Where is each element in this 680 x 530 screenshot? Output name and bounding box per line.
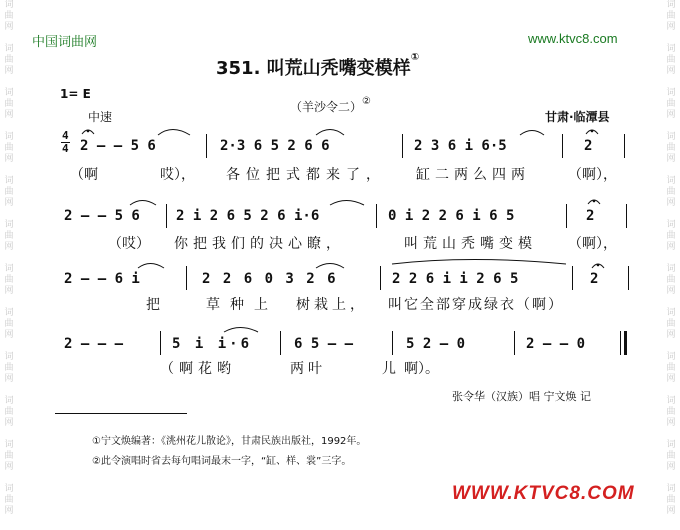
line2-lyric: （哎） [108,236,150,252]
line3-lyric: 树栽上， [296,297,368,313]
tempo-marking: 中速 [88,110,113,124]
subtitle-footnote-mark: ② [362,96,371,107]
line4-measure2-notes: 5 i i·6 [172,336,253,352]
subtitle-text: （羊沙令二） [290,100,363,114]
slur-arc [392,260,566,265]
slur-arc [158,130,190,136]
line2-measure1-notes: 2 — — 5 6 [64,208,140,224]
line3-measure2-notes: 2 2 6 0 3 2 6 [202,271,338,287]
slur-arc [224,328,258,333]
footnote-1: ①宁文焕编著：《洮州花儿散论》，甘肃民族出版社，1992年。 [92,436,367,447]
footnote-2: ②此令演唱时省去每句唱词最末一字，“缸、样、裳”三字。 [92,456,352,467]
song-title-text: 351. 叫荒山秃嘴变模样 [216,58,411,79]
line1-lyric: 缸二两么四两 [416,167,530,183]
line2-measure3-notes: 0 i 2 2 6 i 6 5 [388,208,515,224]
line1-measure3-notes: 2 3 6 i 6·5 [414,138,507,154]
line4-lyric: 儿 [382,361,396,377]
title-footnote-mark: ① [410,52,420,63]
line4-measure5-notes: 2 — — 0 [526,336,586,352]
slur-arc [316,264,344,269]
line4-measure4-notes: 5 2 — 0 [406,336,466,352]
time-signature-top: 4 [62,129,69,142]
line3-lyric: 草种上 [206,297,278,313]
line4-measure1-notes: 2 — — — [64,336,124,352]
line4-lyric: 啊）。 [404,361,439,377]
line3-measure1-notes: 2 — — 6 i [64,271,140,287]
line1-lyric: 哎）， [160,167,195,183]
line3-lyric: 把 [146,297,160,313]
line1-measure1-notes: 2 — — 5 6 [80,138,156,154]
line1-measure4-notes: 2 [584,138,593,154]
slur-arc [520,131,544,136]
line1-lyric: （啊）， [568,167,617,183]
line3-measure3-notes: 2 2 6 i i 2 6 5 [392,271,519,287]
region-label: 甘肃·临潭县 [545,110,610,124]
time-signature-bottom: 4 [62,142,69,155]
line2-lyric: （啊）， [568,236,617,252]
slur-arc [138,264,164,269]
line3-measure4-notes: 2 [590,271,599,287]
slur-arc [130,201,156,206]
slur-arc [316,130,344,136]
site-url[interactable]: www.ktvc8.com [528,31,618,46]
footnote-divider [55,413,187,414]
performer-credit: 张令华（汉族）唱 宁文焕 记 [452,390,591,403]
watermark-right: 词 曲 网 词 曲 网 词 曲 网 词 曲 网 词 曲 网 词 曲 网 词 曲 网 词 曲 网 词 曲 网 词 曲 网 词 曲 网 词 曲 网 [666,0,676,516]
key-signature: 1= E [60,87,91,101]
line1-measure2-notes: 2·3 6 5 2 6 6 [220,138,330,154]
watermark-left: 词 曲 网 词 曲 网 词 曲 网 词 曲 网 词 曲 网 词 曲 网 词 曲 网 词 曲 网 词 曲 网 词 曲 网 词 曲 网 词 曲 网 [4,0,14,516]
line2-lyric: 叫荒山秃嘴变模 [404,236,537,252]
line2-measure2-notes: 2 i 2 6 5 2 6 i·6 [176,208,320,224]
line4-measure3-notes: 6 5 — — [294,336,354,352]
line1-lyric: 各位把式都来了， [226,167,386,183]
site-logo[interactable]: WWW.KTVC8.COM [452,483,635,504]
slur-arc [330,201,364,206]
line3-lyric: 叫它全部穿成绿衣（啊） [388,297,564,313]
line2-measure4-notes: 2 [586,208,595,224]
line4-lyric: （啊花哟 [160,361,236,377]
line4-lyric: 两叶 [290,361,326,377]
line2-lyric: 你把我们的决心瞭， [174,236,345,252]
site-name[interactable]: 中国词曲网 [32,35,98,50]
line1-lyric: （啊 [70,167,98,183]
